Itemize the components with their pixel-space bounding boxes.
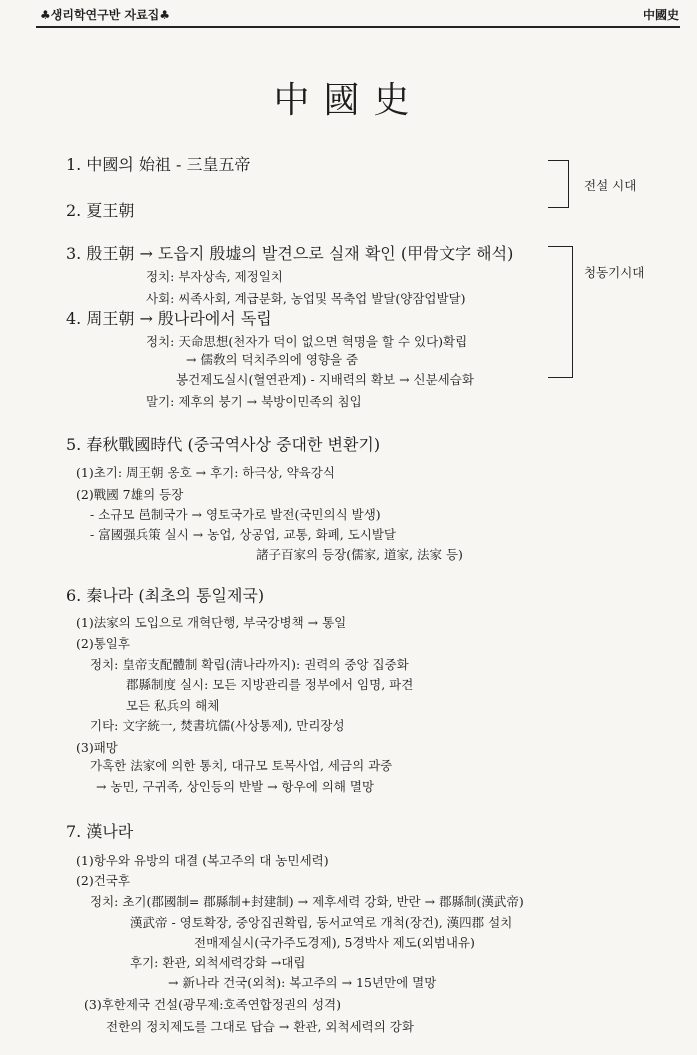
text-line: (1)초기: 周王朝 옹호 → 후기: 하극상, 약육강식 [76, 465, 335, 480]
section-2-heading: 2. 夏王朝 [66, 201, 135, 220]
text-line: 전매제실시(국가주도경제), 5경박사 제도(외범내유) [194, 935, 475, 950]
header-right-text: 中國史 [642, 8, 679, 22]
page-header [0, 0, 697, 28]
text-line: (2)통일후 [76, 636, 130, 651]
text-line: 후기: 환관, 외척세력강화 →대립 [130, 955, 306, 970]
text-line: - 富國强兵策 실시 → 농업, 상공업, 교통, 화폐, 도시발달 [90, 527, 397, 542]
text-line: 기타: 文字統一, 焚書坑儒(사상통제), 만리장성 [90, 718, 345, 733]
text-line: 봉건제도실시(혈연관계) - 지배력의 확보 → 신분세습화 [176, 372, 474, 387]
section-4-heading: 4. 周王朝 → 殷나라에서 독립 [66, 309, 272, 328]
bracket-legend-era [548, 160, 569, 208]
section-5-heading: 5. 春秋戰國時代 (중국역사상 중대한 변환기) [66, 435, 381, 454]
text-line: → 新나라 건국(외척): 복고주의 → 15년만에 멸망 [168, 975, 437, 990]
text-line: 말기: 제후의 붕기 → 북방이민족의 침입 [146, 394, 362, 409]
section-3-heading: 3. 殷王朝 → 도읍지 殷墟의 발견으로 실재 확인 (甲骨文字 해석) [66, 244, 514, 263]
text-line: 정치: 皇帝支配體制 확립(淸나라까지): 권력의 중앙 집중화 [90, 657, 409, 672]
text-line: 모든 私兵의 해체 [126, 698, 220, 713]
label-legend-era: 전설 시대 [584, 178, 637, 193]
page-title: 中國史 [273, 80, 424, 121]
text-line: (3)후한제국 건설(광무제:호족연합정권의 성격) [84, 997, 341, 1012]
text-line: → 농민, 구귀족, 상인등의 반발 → 항우에 의해 멸망 [96, 779, 375, 794]
text-line: 정치: 초기(郡國制= 郡縣制+封建制) → 제후세력 강화, 반란 → 郡縣制(漢武帝) [90, 894, 524, 909]
section-7-heading: 7. 漢나라 [66, 822, 134, 841]
text-line: - 소규모 邑制국가 → 영토국가로 발전(국민의식 발생) [90, 507, 381, 522]
text-line: 漢武帝 - 영토확장, 중앙집권확립, 동서교역로 개척(장건), 漢四郡 설치 [130, 915, 513, 930]
text-line: 사회: 씨족사회, 계급분화, 농업및 목축업 발달(양잠업발달) [146, 291, 466, 306]
section-1-heading: 1. 中國의 始祖 - 三皇五帝 [66, 155, 251, 174]
text-line: 전한의 정치제도를 그대로 답습 → 환관, 외척세력의 강화 [106, 1019, 414, 1034]
section-6-heading: 6. 秦나라 (최초의 통일제국) [66, 586, 265, 605]
text-line: 諸子百家의 등장(儒家, 道家, 法家 등) [256, 547, 463, 562]
text-line: (1)항우와 유방의 대결 (복고주의 대 농민세력) [76, 853, 329, 868]
text-line: 정치: 부자상속, 제정일치 [146, 269, 283, 284]
text-line: 가혹한 法家에 의한 통치, 대규모 토목사업, 세금의 과중 [90, 758, 393, 773]
text-line: (3)패망 [76, 740, 118, 755]
header-left-text: ♣생리학연구반 자료집♣ [40, 8, 171, 22]
header-rule [36, 26, 680, 28]
text-line: (1)法家의 도입으로 개혁단행, 부국강병책 → 통일 [76, 615, 347, 630]
label-bronze-age: 청동기시대 [584, 265, 645, 280]
text-line: (2)건국후 [76, 873, 130, 888]
text-line: → 儒敎의 덕치주의에 영향을 줌 [186, 352, 359, 367]
bracket-bronze-age [548, 246, 573, 378]
text-line: 郡縣制度 실시: 모든 지방관리를 정부에서 임명, 파견 [126, 677, 414, 692]
text-line: (2)戰國 7雄의 등장 [76, 487, 184, 502]
text-line: 정치: 天命思想(천자가 덕이 없으면 혁명을 할 수 있다)확립 [146, 334, 468, 349]
